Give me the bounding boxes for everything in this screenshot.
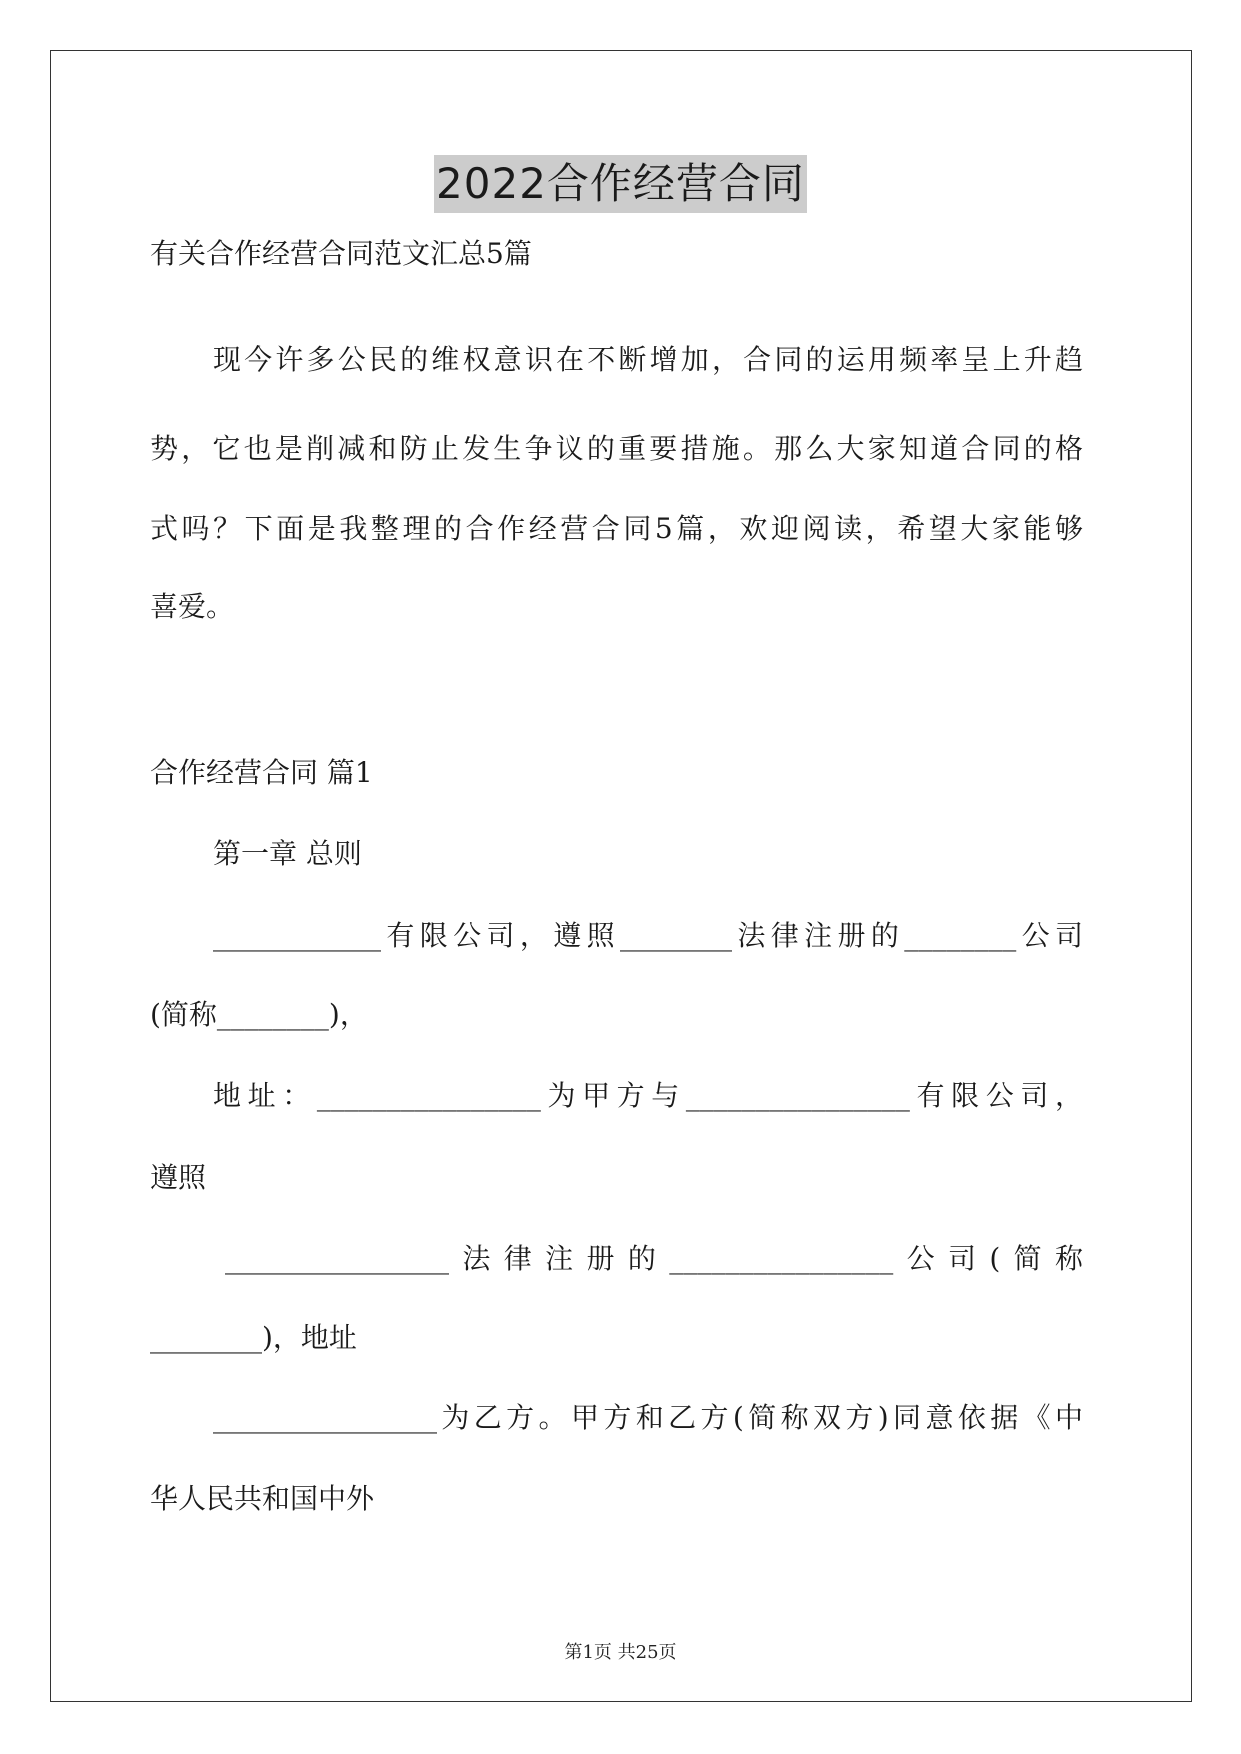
- chapter-heading: 第一章 总则: [213, 837, 362, 870]
- body-line-2: (简称________)，: [150, 998, 368, 1031]
- intro-line-2: 势，它也是削减和防止发生争议的重要措施。那么大家知道合同的格: [150, 432, 1083, 465]
- body-line-6: ________)，地址: [150, 1321, 357, 1354]
- body-line-1: ____________有限公司，遵照________法律注册的________公司: [213, 919, 1083, 952]
- intro-line-1: 现今许多公民的维权意识在不断增加，合同的运用频率呈上升趋: [213, 343, 1083, 376]
- page-border: [50, 50, 1192, 1702]
- document-subtitle: 有关合作经营合同范文汇总5篇: [150, 237, 532, 270]
- body-line-7: ________________为乙方。甲方和乙方(简称双方)同意依据《中: [213, 1401, 1083, 1434]
- section-heading: 合作经营合同 篇1: [150, 756, 373, 789]
- intro-line-3: 式吗？下面是我整理的合作经营合同5篇，欢迎阅读，希望大家能够: [150, 512, 1083, 545]
- document-title-wrapper: [0, 155, 1241, 213]
- body-line-4: 遵照: [150, 1161, 207, 1194]
- page-number-footer: 第1页 共25页: [564, 1642, 677, 1663]
- body-line-5: ________________法律注册的________________公司(简称: [225, 1242, 1083, 1275]
- body-line-8: 华人民共和国中外: [150, 1482, 375, 1515]
- body-line-3: 地址：________________为甲方与________________有限公司，: [213, 1079, 1083, 1112]
- document-title: 2022合作经营合同: [434, 155, 807, 213]
- intro-line-4: 喜爱。: [150, 590, 235, 623]
